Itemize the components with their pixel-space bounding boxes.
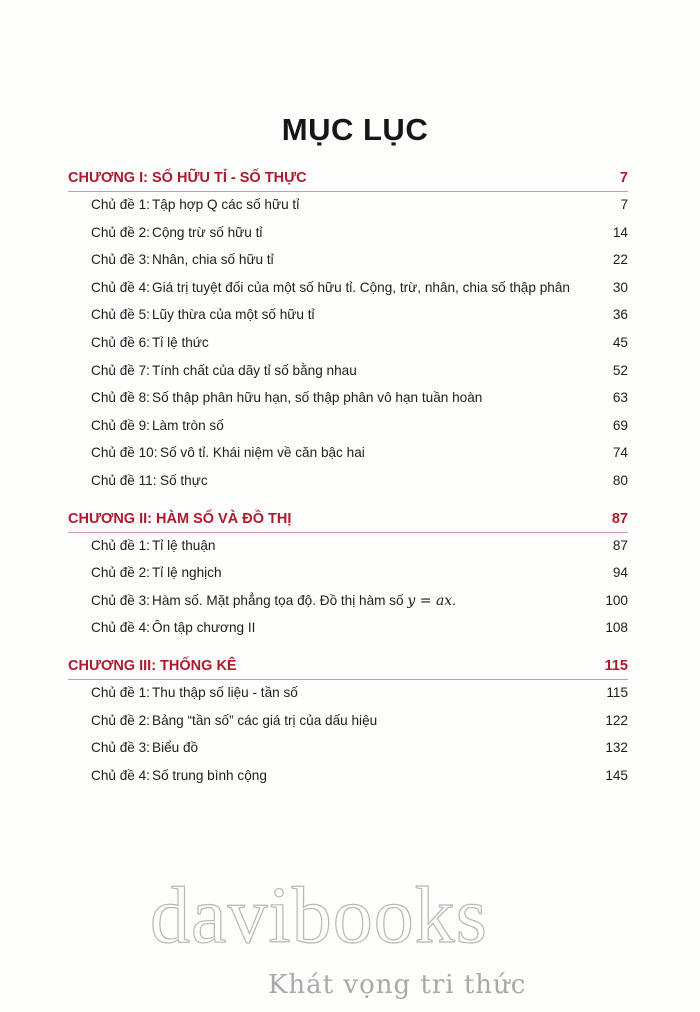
table-of-contents xyxy=(68,164,628,790)
toc-entry[interactable] xyxy=(68,763,628,791)
topic-page: 52 xyxy=(612,362,628,378)
topic-page: 80 xyxy=(612,472,628,488)
toc-entry[interactable] xyxy=(68,358,628,386)
topic-page: 145 xyxy=(605,767,628,783)
topic-label: Chủ đề 3: xyxy=(91,252,150,268)
toc-entry[interactable] xyxy=(68,302,628,330)
watermark-tagline: Khát vọng tri thức xyxy=(268,970,527,1000)
topic-label: Chủ đề 8: xyxy=(91,390,150,406)
topic-label: Chủ đề 4: xyxy=(91,767,150,783)
toc-entry[interactable] xyxy=(68,588,628,616)
topic-label: Chủ đề 10: xyxy=(91,445,158,461)
topic-page: 100 xyxy=(605,592,628,608)
topic-label: Chủ đề 11: xyxy=(91,472,157,488)
chapter-page-number: 87 xyxy=(611,510,628,527)
topic-page: 122 xyxy=(605,712,628,728)
topic-page: 87 xyxy=(612,537,628,553)
topic-label: Chủ đề 1: xyxy=(91,684,150,700)
chapter-page-number: 115 xyxy=(604,657,628,674)
toc-entry[interactable] xyxy=(68,330,628,358)
topic-title: Thu thập số liệu - tần số xyxy=(152,684,298,700)
topic-title: Biểu đồ xyxy=(152,740,199,756)
topic-page: 94 xyxy=(612,565,628,581)
topic-page: 22 xyxy=(612,252,628,268)
topic-title: Tập hợp Q các số hữu tỉ xyxy=(152,197,300,212)
topic-label: Chủ đề 1: xyxy=(91,197,150,212)
watermark-brand: davibooks xyxy=(150,872,488,960)
topic-title: Nhân, chia số hữu tỉ xyxy=(152,252,274,268)
toc-entry[interactable] xyxy=(68,680,628,708)
toc-entry[interactable] xyxy=(68,440,628,468)
topic-title-text: Hàm số. Mặt phẳng tọa độ. Đồ thị hàm số xyxy=(152,592,404,608)
chapter-heading-2[interactable] xyxy=(68,505,628,533)
topic-title: Ôn tập chương II xyxy=(152,620,256,636)
topic-page: 14 xyxy=(612,224,628,240)
topic-title: Làm tròn số xyxy=(152,417,224,433)
toc-entry[interactable] xyxy=(68,413,628,441)
topic-label: Chủ đề 4: xyxy=(91,620,150,636)
topic-page: 132 xyxy=(605,740,628,756)
topic-label: Chủ đề 6: xyxy=(91,334,150,350)
topic-page: 74 xyxy=(612,445,628,461)
topic-page: 45 xyxy=(612,334,628,350)
topic-title: Lũy thừa của một số hữu tỉ xyxy=(152,307,315,323)
topic-page: 115 xyxy=(606,684,628,700)
topic-label: Chủ đề 9: xyxy=(91,417,150,433)
toc-entry[interactable] xyxy=(68,615,628,643)
topic-label: Chủ đề 2: xyxy=(91,565,150,581)
chapter-heading-3[interactable] xyxy=(68,652,628,680)
topic-label: Chủ đề 2: xyxy=(91,712,150,728)
topic-page: 36 xyxy=(612,307,628,323)
chapter-page-number: 7 xyxy=(619,170,628,186)
topic-title: Số thực xyxy=(160,472,208,488)
topic-label: Chủ đề 4: xyxy=(91,279,150,295)
topic-page: 108 xyxy=(605,620,628,636)
math-formula: y = ax xyxy=(407,592,453,609)
topic-label: Chủ đề 1: xyxy=(91,537,150,553)
toc-entry[interactable] xyxy=(68,275,628,303)
topic-title: Tỉ lệ thuận xyxy=(152,537,216,553)
topic-title: Giá trị tuyệt đối của một số hữu tỉ. Cộng, trừ, nhân, chia số thập phân xyxy=(152,279,570,295)
toc-entry[interactable] xyxy=(68,735,628,763)
topic-title xyxy=(152,593,456,609)
chapter-2-entries xyxy=(68,533,628,643)
topic-title: Cộng trừ số hữu tỉ xyxy=(152,224,263,240)
toc-entry[interactable] xyxy=(68,708,628,736)
topic-label: Chủ đề 2: xyxy=(91,224,150,240)
topic-page: 63 xyxy=(612,390,628,406)
chapter-1-entries xyxy=(68,192,628,496)
topic-label: Chủ đề 5: xyxy=(91,307,150,323)
toc-entry[interactable] xyxy=(68,247,628,275)
chapter-heading-1[interactable] xyxy=(68,164,628,192)
topic-title: Bảng “tần số” các giá trị của dấu hiệu xyxy=(152,712,378,728)
toc-entry[interactable] xyxy=(68,533,628,561)
chapter-title: CHƯƠNG II: HÀM SỐ VÀ ĐỒ THỊ xyxy=(68,510,292,527)
topic-label: Chủ đề 3: xyxy=(91,740,150,756)
toc-entry[interactable] xyxy=(68,560,628,588)
toc-entry[interactable] xyxy=(68,385,628,413)
topic-page: 30 xyxy=(612,279,628,295)
topic-title: Số thập phân hữu hạn, số thập phân vô hạn tuần hoàn xyxy=(152,390,483,406)
topic-title: Số trung bình cộng xyxy=(152,767,267,783)
toc-entry[interactable] xyxy=(68,468,628,496)
topic-title: Tính chất của dãy tỉ số bằng nhau xyxy=(152,362,357,378)
topic-title: Số vô tỉ. Khái niệm về căn bậc hai xyxy=(160,445,365,461)
page-title: MỤC LỤC xyxy=(281,112,429,147)
topic-label: Chủ đề 7: xyxy=(91,362,150,378)
topic-page: 7 xyxy=(620,197,628,212)
toc-entry[interactable] xyxy=(68,192,628,220)
chapter-title: CHƯƠNG I: SỐ HỮU TỈ - SỐ THỰC xyxy=(68,170,307,186)
toc-entry[interactable] xyxy=(68,220,628,248)
topic-label: Chủ đề 3: xyxy=(91,592,150,608)
chapter-3-entries xyxy=(68,680,628,790)
topic-title: Tỉ lệ thức xyxy=(152,334,209,350)
chapter-title: CHƯƠNG III: THỐNG KÊ xyxy=(68,657,237,674)
topic-title-tail: . xyxy=(452,592,456,608)
topic-title: Tỉ lệ nghịch xyxy=(152,565,222,581)
topic-page: 69 xyxy=(612,417,628,433)
